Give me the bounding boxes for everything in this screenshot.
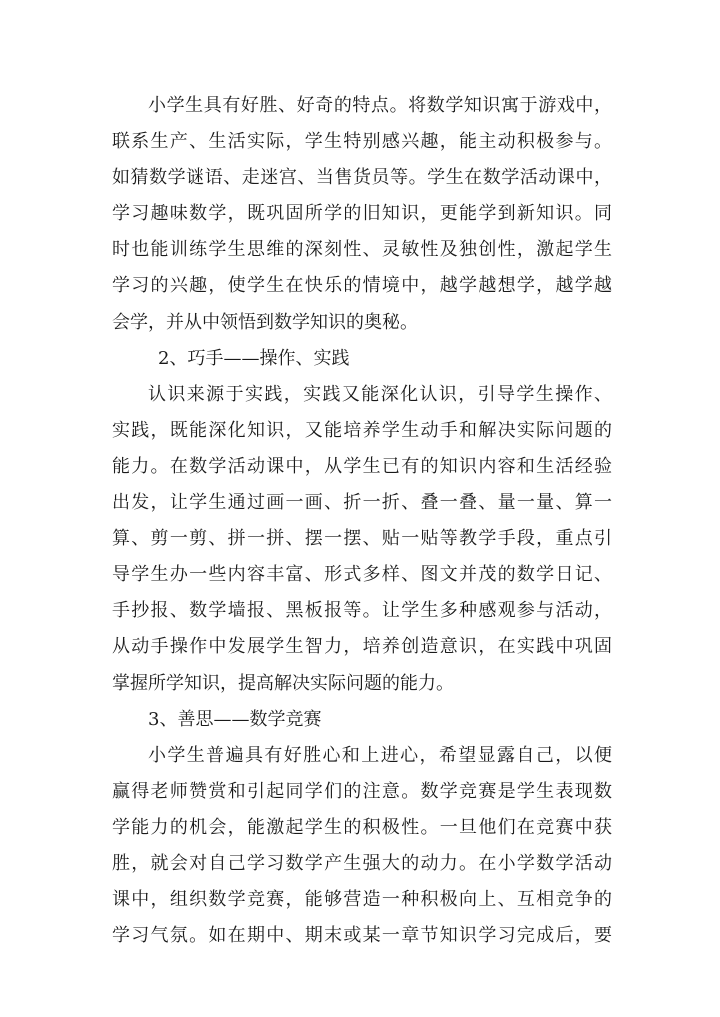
paragraph-line: 掌握所学知识，提高解决实际问题的能力。 [112,672,454,694]
paragraph-line: 胜，就会对自己学习数学产生强大的动力。在小学数学活动 [112,852,612,874]
paragraph-line: 小学生具有好胜、好奇的特点。将数学知识寓于游戏中， [148,95,612,116]
paragraph-line: 认识来源于实践，实践又能深化认识，引导学生操作、 [148,383,612,405]
paragraph-line: 课中，组织数学竞赛，能够营造一种积极向上、互相竞争的 [112,889,612,911]
paragraph-line: 学能力的机会，能激起学生的积极性。一旦他们在竞赛中获 [112,816,612,838]
paragraph-line: 学习的兴趣，使学生在快乐的情境中，越学越想学，越学越 [112,275,612,297]
paragraph-line: 从动手操作中发展学生智力，培养创造意识，在实践中巩固 [112,636,612,658]
paragraph-line: 如猜数学谜语、走迷宫、当售货员等。学生在数学活动课中， [112,167,612,189]
body-text [112,88,612,954]
paragraph-line: 小学生普遍具有好胜心和上进心，希望显露自己，以便 [148,744,612,766]
paragraph-line: 学习趣味数学，既巩固所学的旧知识，更能学到新知识。同 [112,203,612,225]
paragraph-line: 能力。在数学活动课中，从学生已有的知识内容和生活经验 [112,455,612,477]
paragraph-line: 算、剪一剪、拼一拼、摆一摆、贴一贴等教学手段，重点引 [112,528,612,550]
paragraph-line: 联系生产、生活实际，学生特别感兴趣，能主动积极参与。 [112,131,612,153]
paragraph-line: 会学，并从中领悟到数学知识的奥秘。 [112,311,418,333]
paragraph-line: 时也能训练学生思维的深刻性、灵敏性及独创性，激起学生 [112,239,612,261]
paragraph-line: 学习气氛。如在期中、期末或某一章节知识学习完成后，要 [112,925,612,947]
paragraph-line: 手抄报、数学墙报、黑板报等。让学生多种感观参与活动， [112,600,612,622]
paragraph-line: 出发，让学生通过画一画、折一折、叠一叠、量一量、算一 [112,492,612,514]
section-heading: 2、巧手——操作、实践 [158,347,350,369]
paragraph-line: 导学生办一些内容丰富、形式多样、图文并茂的数学日记、 [112,564,612,586]
section-heading: 3、善思——数学竞赛 [148,708,322,730]
paragraph-line: 实践，既能深化知识，又能培养学生动手和解决实际问题的 [112,419,612,441]
paragraph-line: 赢得老师赞赏和引起同学们的注意。数学竞赛是学生表现数 [112,780,612,802]
